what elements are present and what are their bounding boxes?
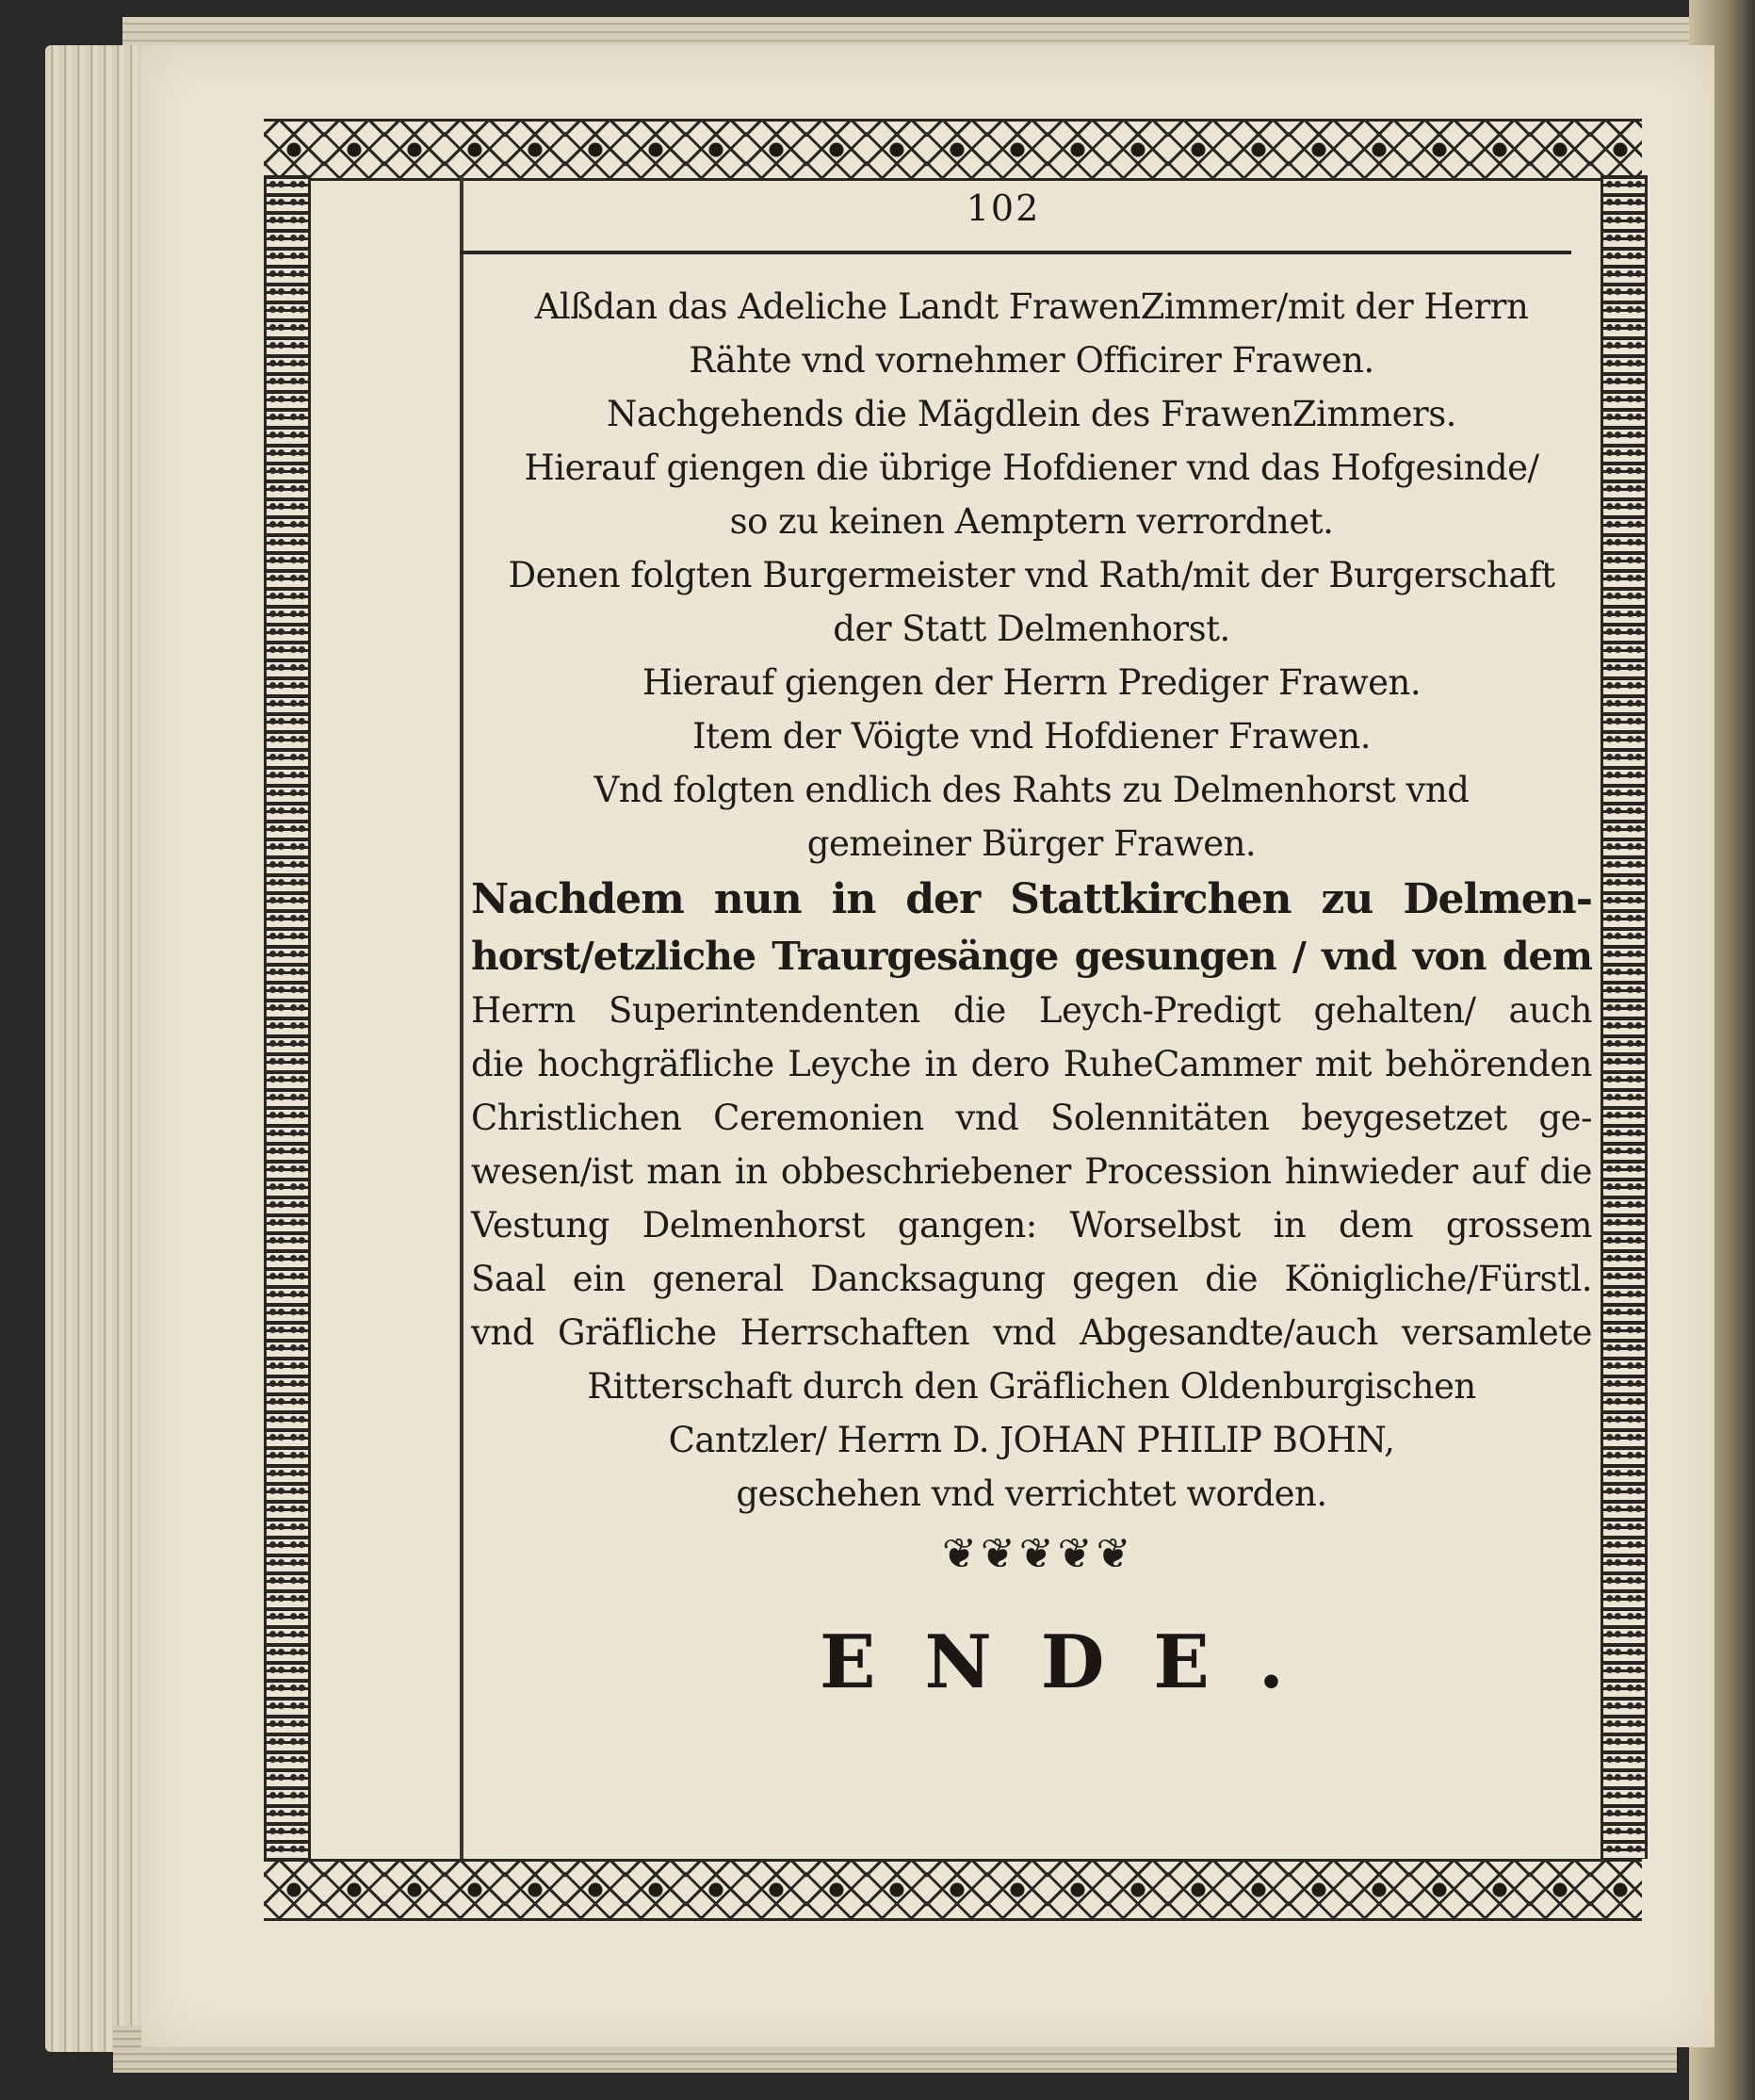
page-stack-left-edge — [45, 45, 149, 2052]
closing-line: Cantzler/ Herrn D. JOHAN PHILIP BOHN, — [668, 1420, 1395, 1460]
text-line: gemeiner Bürger Frawen. — [806, 823, 1257, 864]
paragraph-line: Saal ein general Dancksagung gegen die Königliche/Fürstl. — [471, 1259, 1592, 1299]
text-line: Denen folgten Burgermeister vnd Rath/mit der Burgerschaft — [508, 555, 1555, 595]
text-line: Rähte vnd vornehmer Officirer Frawen. — [689, 340, 1374, 381]
paragraph-line: wesen/ist man in obbeschriebener Procession hinwieder auf die — [471, 1151, 1592, 1192]
ornamental-border-bottom — [264, 1859, 1642, 1921]
paragraph-line: Herrn Superintendenten die Leych-Predigt gehalten/ auch — [471, 990, 1592, 1031]
inner-frame-rule — [460, 175, 463, 1859]
paragraph-line: Vestung Delmenhorst gangen: Worselbst in dem grossem — [471, 1205, 1592, 1245]
ornamental-border-right — [1601, 175, 1648, 1859]
text-line: Hierauf giengen der Herrn Prediger Frawen. — [642, 662, 1422, 703]
main-text — [471, 281, 1592, 1522]
text-line: Vnd folgten endlich des Rahts zu Delmenhorst vnd — [593, 770, 1470, 810]
text-line: der Statt Delmenhorst. — [833, 609, 1230, 649]
text-line: Alßdan das Adeliche Landt FrawenZimmer/mit der Herrn — [534, 286, 1529, 327]
paragraph-line: Christlichen Ceremonien vnd Solennitäten beygesetzet ge- — [471, 1098, 1592, 1138]
header-rule — [460, 251, 1571, 254]
paragraph-line: Ritterschaft durch den Gräflichen Oldenburgischen — [587, 1366, 1476, 1407]
text-line: Item der Vöigte vnd Hofdiener Frawen. — [692, 716, 1371, 757]
fleuron-ornament: ❦❦❦❦❦ — [942, 1530, 1135, 1578]
text-line: Nachgehends die Mägdlein des FrawenZimmers. — [607, 394, 1456, 434]
paragraph-line: vnd Gräfliche Herrschaften vnd Abgesandte/auch versamlete — [471, 1312, 1592, 1353]
ornamental-border-top — [264, 119, 1642, 181]
paragraph-heading-line: Nachdem nun in der Stattkirchen zu Delmen- — [471, 875, 1592, 923]
paragraph-heading-line: horst/etzliche Traurgesänge gesungen / vnd von dem — [471, 934, 1592, 979]
paragraph-line: die hochgräfliche Leyche in dero RuheCammer mit behörenden — [471, 1044, 1592, 1084]
text-line: Hierauf giengen die übrige Hofdiener vnd das Hofgesinde/ — [524, 448, 1539, 488]
text-line: so zu keinen Aemptern verrordnet. — [729, 501, 1334, 542]
ende-title: ENDE. — [820, 1620, 1333, 1705]
ornamental-border-left — [264, 175, 311, 1859]
closing-line: geschehen vnd verrichtet worden. — [736, 1473, 1327, 1514]
page-number: 102 — [966, 187, 1041, 229]
